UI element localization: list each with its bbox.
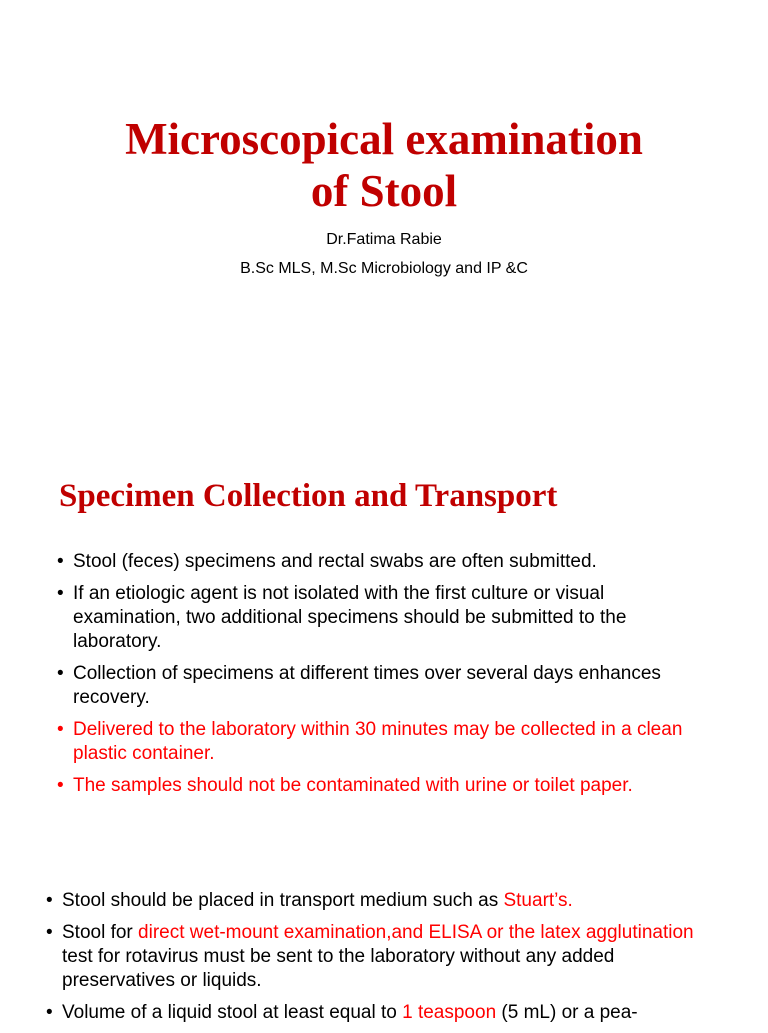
bullet-text: Volume of a liquid stool at least equal to xyxy=(62,1002,403,1023)
bullet-text: The samples should not be contaminated with urine or toilet paper. xyxy=(73,775,633,796)
bullet-text: Stool (feces) specimens and rectal swabs are often submitted. xyxy=(73,551,597,572)
highlighted-term: direct wet-mount examination,and ELISA or the latex agglutination xyxy=(138,922,694,943)
bullet-marker: • xyxy=(57,775,64,796)
list-item xyxy=(46,889,716,913)
bullet-list xyxy=(57,550,717,806)
bullet-text: Collection of specimens at different times over several days enhances recovery. xyxy=(73,663,661,708)
section-heading: Specimen Collection and Transport xyxy=(59,478,558,514)
bullet-text: Stool should be placed in transport medium such as xyxy=(62,890,504,911)
title-slide xyxy=(0,0,768,440)
list-item xyxy=(57,582,717,654)
list-item xyxy=(57,662,717,710)
slide-title xyxy=(0,113,768,217)
bullet-marker: • xyxy=(46,1002,53,1023)
bullet-text: Stool for xyxy=(62,922,139,943)
bullet-text: If an etiologic agent is not isolated with the first culture or visual examination, two additional specimens should be submitted to the laboratory. xyxy=(73,583,627,652)
list-item xyxy=(46,921,716,993)
list-item xyxy=(57,550,717,574)
bullet-text: Delivered to the laboratory within 30 minutes may be collected in a clean plastic container. xyxy=(73,719,683,764)
bullet-marker: • xyxy=(57,551,64,572)
bullet-list xyxy=(46,889,716,1033)
bullet-marker: • xyxy=(57,583,64,604)
bullet-marker: • xyxy=(57,663,64,684)
bullet-text: test for rotavirus must be sent to the laboratory without any added preservatives or liquids. xyxy=(62,946,615,991)
highlighted-term: 1 teaspoon xyxy=(402,1002,497,1023)
author-credentials: B.Sc MLS, M.Sc Microbiology and IP &C xyxy=(240,260,528,277)
list-item-highlighted xyxy=(57,718,717,766)
author-name: Dr.Fatima Rabie xyxy=(326,231,442,248)
slide-title-line-2: of Stool xyxy=(310,166,458,216)
bullet-marker: • xyxy=(57,719,64,740)
list-item xyxy=(46,1001,716,1025)
highlighted-term: Stuart’s. xyxy=(503,890,573,911)
bullet-marker: • xyxy=(46,922,53,943)
slide-title-line-1: Microscopical examination xyxy=(125,114,643,164)
bullet-text: (5 mL) or a pea- xyxy=(496,1002,638,1023)
list-item-highlighted xyxy=(57,774,717,798)
specimen-collection-slide xyxy=(0,440,768,850)
transport-details-slide xyxy=(0,850,768,1024)
bullet-marker: • xyxy=(46,890,53,911)
